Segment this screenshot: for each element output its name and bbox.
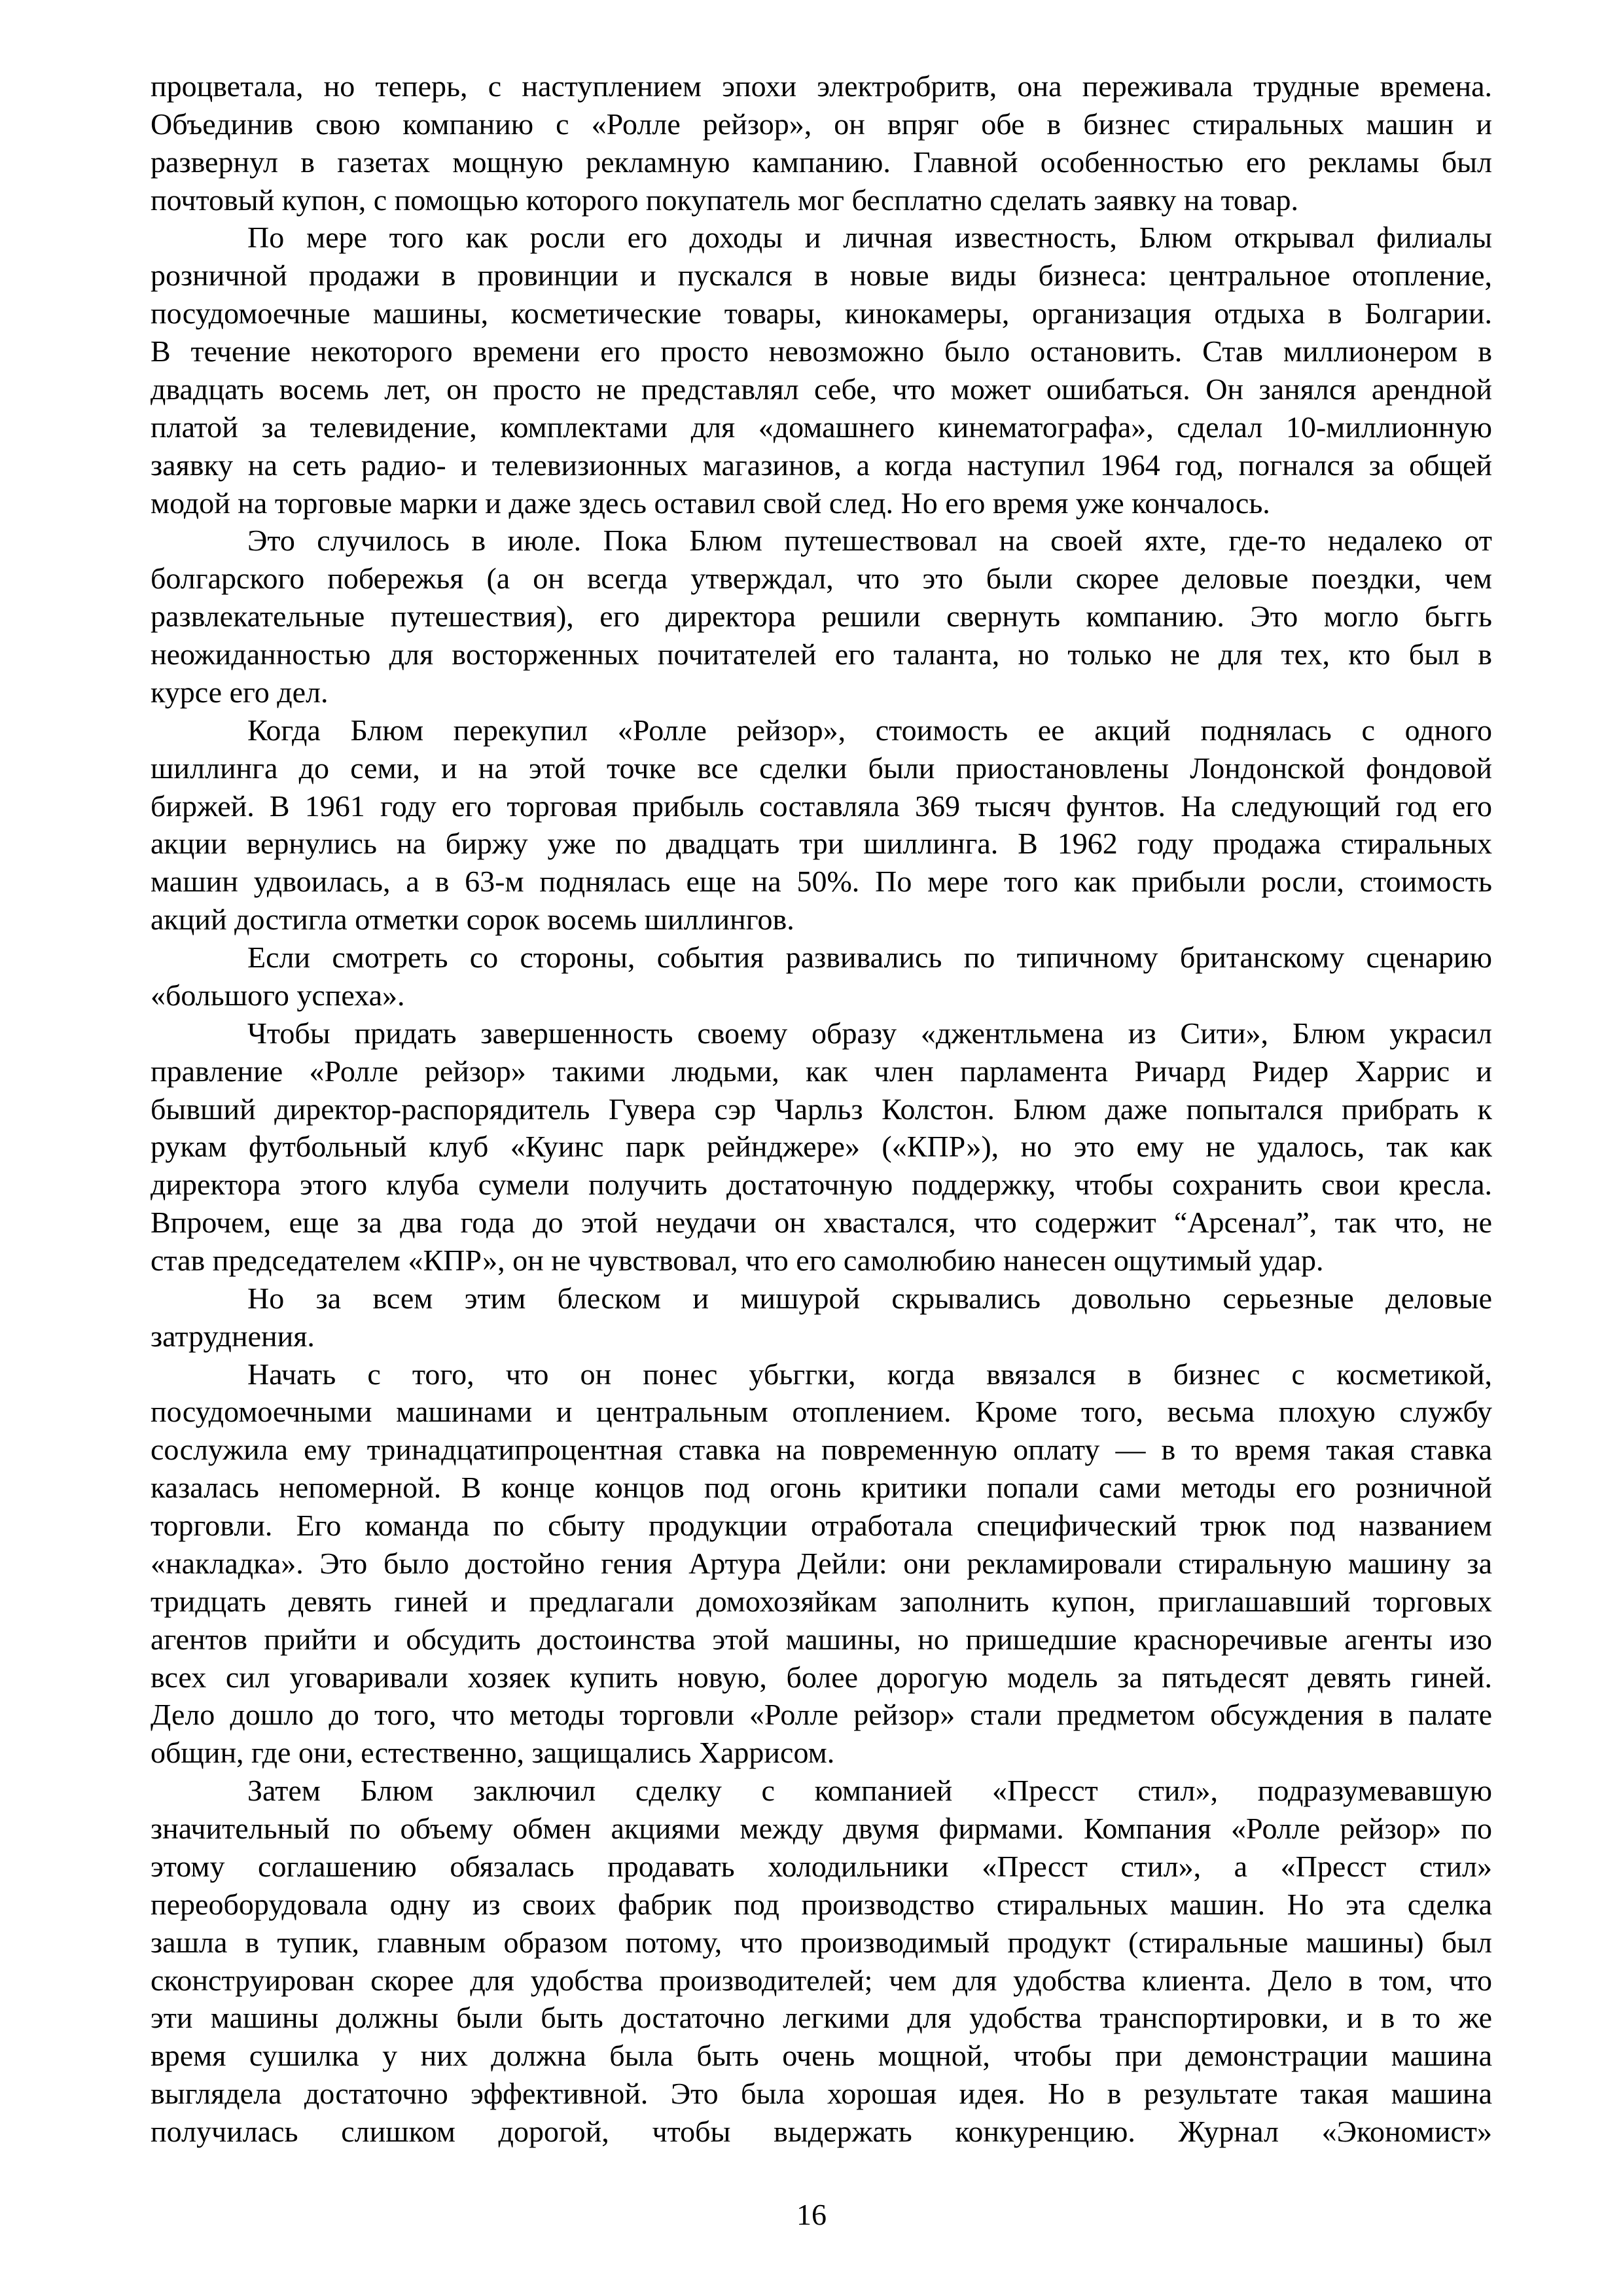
text-line: торговли. Его команда по сбыту продукции отработала специфический трюк под названием <box>151 1509 1492 1542</box>
text-line: получилась слишком дорогой, чтобы выдержать конкуренцию. Журнал «Экономист» <box>151 2115 1492 2148</box>
text-line: Затем Блюм заключил сделку с компанией «Пресст стил», подразумевавшую <box>247 1774 1492 1807</box>
text-line: этому соглашению обязалась продавать холодильники «Пресст стил», а «Пресст стил» <box>151 1850 1492 1883</box>
text-line: процветала, но теперь, с наступлением эпохи электробритв, она переживала трудные времена. <box>151 69 1492 103</box>
text-line: тридцать девять гиней и предлагали домохозяйкам заполнить купон, приглашавший торговых <box>151 1585 1492 1618</box>
text-line: зашла в тупик, главным образом потому, что производимый продукт (стиральные машины) был <box>151 1926 1492 1959</box>
text-line: машин удвоилась, а в 63-м поднялась еще на 50%. По мере того как прибыли росли, стоимость <box>151 865 1492 898</box>
text-line: всех сил уговаривали хозяек купить новую, более дорогую модель за пятьдесят девять гиней. <box>151 1660 1492 1694</box>
text-line: В течение некоторого времени его просто невозможно было остановить. Став миллионером в <box>151 334 1492 368</box>
text-line: бывший директор-распорядитель Гувера сэр Чарльз Колстон. Блюм даже попытался прибрать к <box>151 1092 1492 1126</box>
text-line: Чтобы придать завершенность своему образу «джентльмена из Сити», Блюм украсил <box>247 1016 1492 1050</box>
text-line: рукам футбольный клуб «Куинс парк рейнджере» («КПР»), но это ему не удалось, так как <box>151 1130 1492 1163</box>
text-line: неожиданностью для восторженных почитателей его таланта, но только не для тех, кто был в <box>151 637 1492 671</box>
text-line: сослужила ему тринадцатипроцентная ставка на повременную оплату — в то время такая ставка <box>151 1433 1492 1466</box>
text-line: биржей. В 1961 году его торговая прибыль составляла 369 тысяч фунтов. На следующий год его <box>151 789 1492 823</box>
text-line: значительный по объему обмен акциями между двумя фирмами. Компания «Ролле рейзор» по <box>151 1812 1492 1845</box>
text-line: заявку на сеть радио- и телевизионных магазинов, а когда наступил 1964 год, погнался за общей <box>151 448 1492 482</box>
text-line: акции вернулись на биржу уже по двадцать три шиллинга. В 1962 году продажа стиральных <box>151 827 1492 860</box>
page-number: 16 <box>796 2198 827 2231</box>
text-line: модой на торговые марки и даже здесь оставил свой след. Но его время уже кончалось. <box>151 486 1270 520</box>
text-line: Впрочем, еще за два года до этой неудачи он хвастался, что содержит “Арсенал”, так что, не <box>151 1206 1492 1239</box>
text-line: Но за всем этим блеском и мишурой скрывались довольно серьезные деловые <box>247 1282 1492 1315</box>
text-line: «накладка». Это было достойно гения Артура Дейли: они рекламировали стиральную машину за <box>151 1547 1492 1580</box>
text-line: Начать с того, что он понес убьггки, когда ввязался в бизнес с косметикой, <box>247 1357 1492 1391</box>
text-line: Это случилось в июле. Пока Блюм путешествовал на своей яхте, где-то недалеко от <box>247 524 1492 557</box>
text-line: став председателем «КПР», он не чувствовал, что его самолюбию нанесен ощутимый удар. <box>151 1244 1324 1277</box>
text-line: Когда Блюм перекупил «Ролле рейзор», стоимость ее акций поднялась с одного <box>247 713 1492 747</box>
text-line: Если смотреть со стороны, события развивались по типичному британскому сценарию <box>247 941 1492 974</box>
text-line: общин, где они, естественно, защищались Харрисом. <box>151 1736 835 1769</box>
text-line: агентов прийти и обсудить достоинства этой машины, но пришедшие красноречивые агенты изо <box>151 1623 1492 1656</box>
text-line: розничной продажи в провинции и пускался в новые виды бизнеса: центральное отопление, <box>151 259 1492 292</box>
text-line: курсе его дел. <box>151 675 329 709</box>
text-line: посудомоечные машины, косметические товары, кинокамеры, организация отдыха в Болгарии. <box>151 296 1492 330</box>
text-line: развернул в газетах мощную рекламную кампанию. Главной особенностью его рекламы был <box>151 145 1492 179</box>
text-line: правление «Ролле рейзор» такими людьми, как член парламента Ричард Ридер Харрис и <box>151 1054 1492 1088</box>
text-line: время сушилка у них должна была быть очень мощной, чтобы при демонстрации машина <box>151 2039 1492 2072</box>
text-line: затруднения. <box>151 1319 315 1353</box>
text-line: посудомоечными машинами и центральным отоплением. Кроме того, весьма плохую службу <box>151 1395 1492 1428</box>
text-line: выглядела достаточно эффективной. Это была хорошая идея. Но в результате такая машина <box>151 2077 1492 2110</box>
text-line: По мере того как росли его доходы и личная известность, Блюм открывал филиалы <box>247 221 1492 254</box>
text-line: казалась непомерной. В конце концов под огонь критики попали сами методы его розничной <box>151 1471 1492 1504</box>
text-line: Объединив свою компанию с «Ролле рейзор», он впряг обе в бизнес стиральных машин и <box>151 107 1492 141</box>
text-line: платой за телевидение, комплектами для «домашнего кинематографа», сделал 10-миллионную <box>151 410 1492 444</box>
text-line: развлекательные путешествия), его директора решили свернуть компанию. Это могло бьггь <box>151 600 1492 633</box>
text-line: акций достигла отметки сорок восемь шиллингов. <box>151 903 794 936</box>
text-line: болгарского побережья (а он всегда утверждал, что это были скорее деловые поездки, чем <box>151 562 1492 595</box>
text-line: почтовый купон, с помощью которого покупатель мог бесплатно сделать заявку на товар. <box>151 183 1298 217</box>
text-line: переоборудовала одну из своих фабрик под производство стиральных машин. Но эта сделка <box>151 1888 1492 1921</box>
text-line: «большого успеха». <box>151 978 405 1012</box>
text-line: сконструирован скорее для удобства производителей; чем для удобства клиента. Дело в том, что <box>151 1964 1492 1997</box>
text-line: эти машины должны были быть достаточно легкими для удобства транспортировки, и в то же <box>151 2001 1492 2034</box>
text-line: шиллинга до семи, и на этой точке все сделки были приостановлены Лондонской фондовой <box>151 751 1492 785</box>
text-line: двадцать восемь лет, он просто не представлял себе, что может ошибаться. Он занялся арендной <box>151 372 1492 406</box>
text-line: директора этого клуба сумели получить достаточную поддержку, чтобы сохранить свои кресла. <box>151 1168 1492 1201</box>
text-line: Дело дошло до того, что методы торговли «Ролле рейзор» стали предметом обсуждения в палате <box>151 1698 1492 1731</box>
